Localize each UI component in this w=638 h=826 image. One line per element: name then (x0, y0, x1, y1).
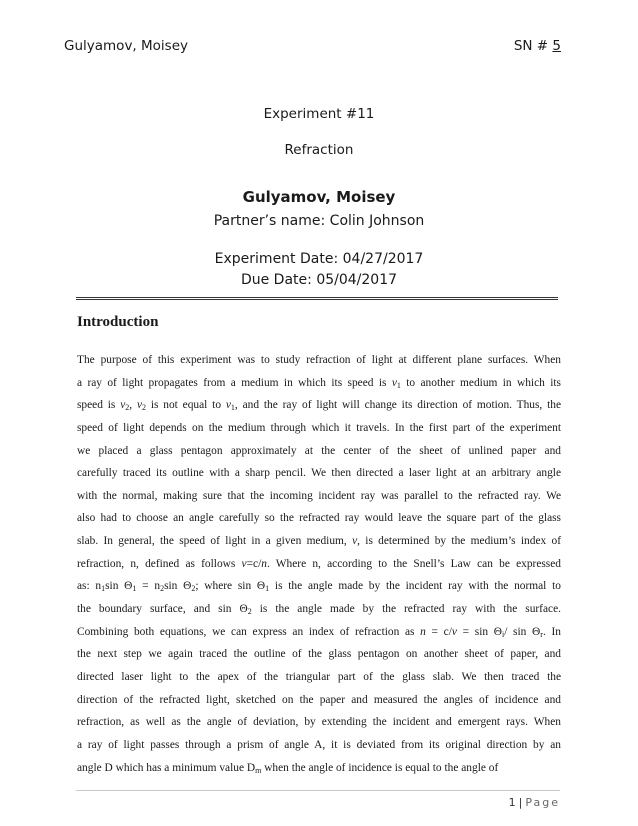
body-line: a ray of light propagates from a medium in which its speed is $v_1$ to another medium in which its (77, 376, 561, 390)
page-number: 1 (508, 796, 516, 809)
body-line: as: $n_1\sin$ $\Theta_1 = n_2\sin$ $\Theta_2$; where $\sin \Theta_1$ is the angle made by the incident ray with the normal to (77, 580, 561, 594)
page-footer (509, 796, 560, 809)
experiment-topic: Refraction (284, 142, 354, 158)
body-line: angle D which has a minimum value $D_m$ when the angle of incidence is equal to the angle of (77, 761, 499, 775)
body-line: slab. In general, the speed of light in a given medium, v, is determined by the medium’s index of (77, 535, 561, 548)
body-line: we placed a glass pentagon approximately at the center of the sheet of unlined paper and (77, 444, 561, 457)
body-line: with the normal, making sure that the incoming incident ray was parallel to the refracted ray. We (77, 489, 561, 502)
body-line: the boundary surface, and $\sin \Theta_2$ is the angle made by the refracted ray with the surface. (77, 603, 561, 617)
body-line: Combining both equations, we can express an index of refraction as $n = c/v = \sin \Theta_i/$ $\sin \Theta_r$. In (77, 625, 561, 639)
body-line: the next step we again traced the outline of the glass pentagon on another sheet of paper, and (77, 648, 561, 661)
header-student-number (514, 38, 561, 54)
page-label: Page (525, 796, 560, 809)
body-line: a ray of light passes through a prism of angle A, it is deviated from its original direction by an (77, 738, 561, 751)
body-line: The purpose of this experiment was to study refraction of light at different plane surfaces. When (77, 354, 561, 366)
experiment-date: Experiment Date: 04/27/2017 (214, 251, 424, 267)
body-line: directed laser light to the apex of the triangular part of the glass slab. We then traced the (77, 670, 561, 683)
title-divider (76, 297, 558, 300)
body-line: speed of light depends on the medium through which it travels. In the first part of the experiment (77, 421, 561, 434)
header-author-name: Gulyamov, Moisey (64, 38, 188, 54)
experiment-number: Experiment #11 (263, 106, 375, 122)
footer-divider (76, 790, 560, 791)
body-line: carefully traced its outline with a sharp pencil. We then directed a laser light at an arbitrary angle (77, 467, 561, 480)
author-name: Gulyamov, Moisey (242, 188, 396, 206)
footer-separator: | (518, 796, 523, 809)
section-heading: Introduction (77, 314, 159, 330)
sn-number: 5 (552, 38, 561, 54)
section-body (77, 349, 561, 779)
body-line: speed is $v_2$, $v_2$ is not equal to $v_1$, and the ray of light will change its direction of motion. Thus, the (77, 399, 562, 413)
body-line: refraction, n, defined as follows v=c/n. Where n, according to the Snell’s Law can be expressed (77, 557, 561, 570)
body-line: direction of the refracted light, sketched on the paper and measured the angles of incidence and (77, 693, 561, 706)
body-line: refraction, as well as the angle of deviation, by extending the incident and emergent rays. When (77, 716, 561, 729)
due-date: Due Date: 05/04/2017 (240, 272, 398, 288)
sn-label: SN # (513, 38, 553, 54)
body-line: also had to choose an angle carefully so the refracted ray would leave the square part of the glass (77, 512, 561, 525)
partner-name: Partner’s name: Colin Johnson (213, 213, 425, 229)
